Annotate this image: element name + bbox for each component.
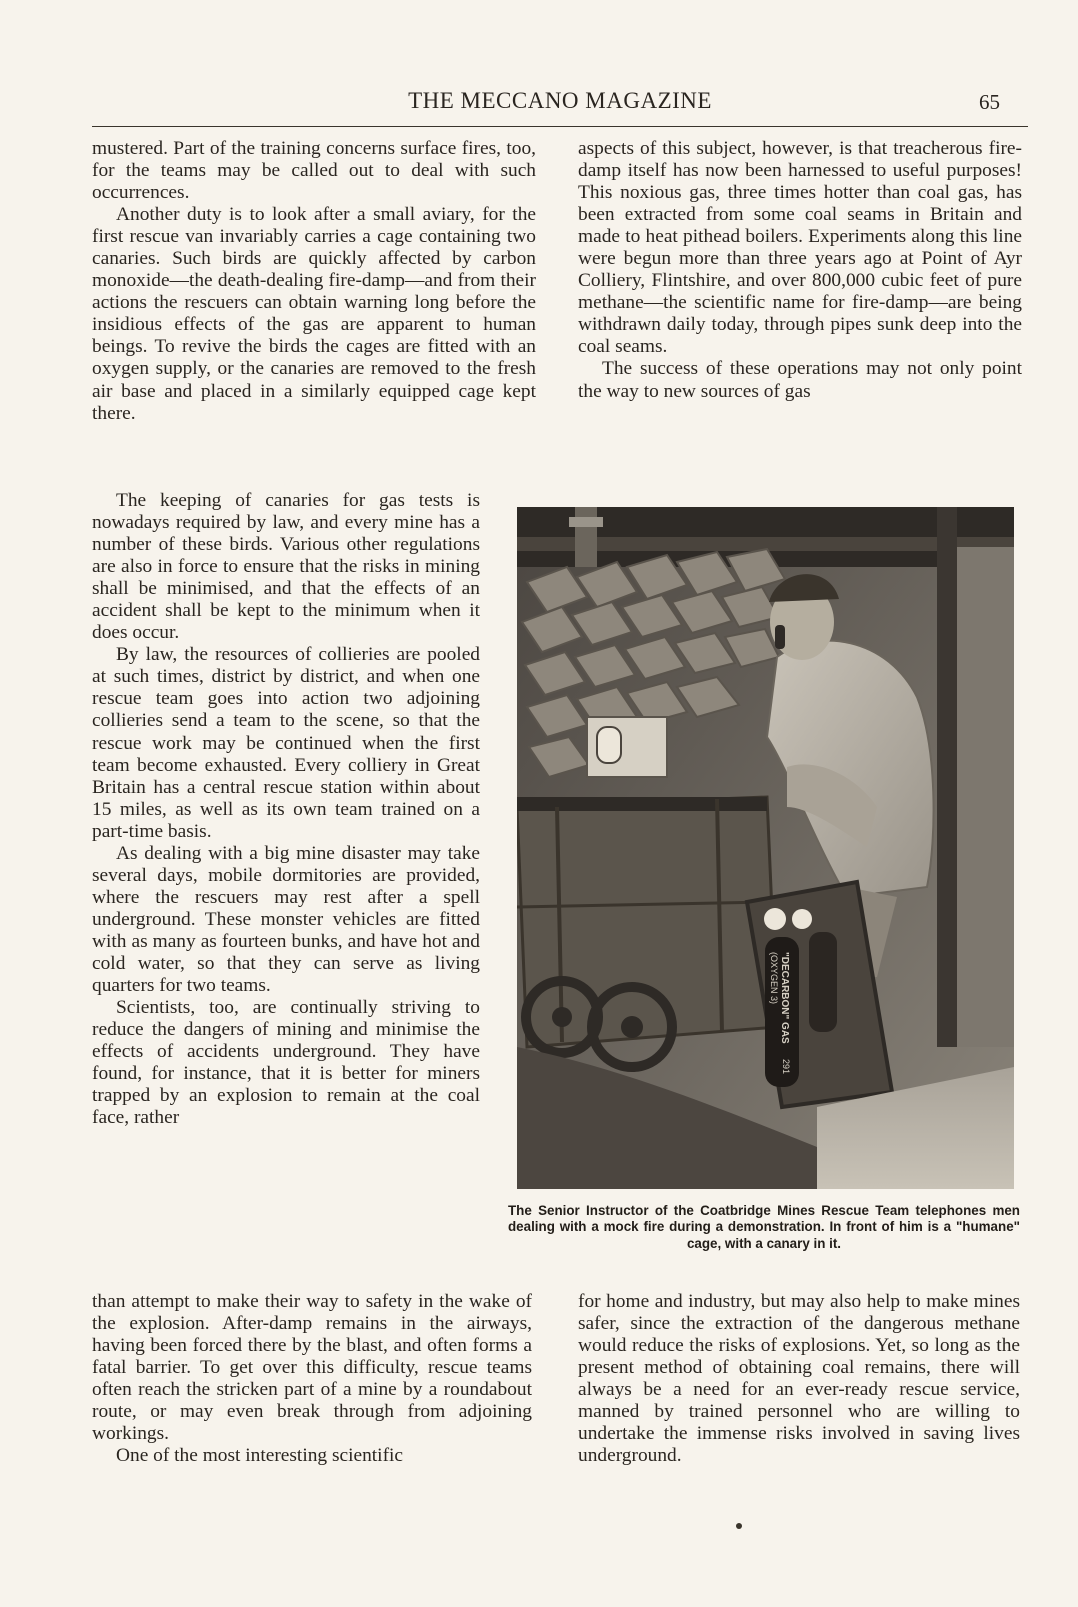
paragraph: for home and industry, but may also help to make mines safer, since the extraction of the dangerous methane would reduce the risks of explosions. Yet, so long as the present method of obtaining coal remains, there will always be a need for an ever-ready rescue service, manned by trained personnel who are willing to undertake the immense risks involved in saving lives underground. [578, 1291, 1020, 1467]
paragraph: The success of these operations may not only point the way to new sources of gas [578, 358, 1022, 402]
right-column-bottom [578, 1291, 1020, 1467]
paragraph: than attempt to make their way to safety in the wake of the explosion. After-damp remains in the airways, having been forced there by the blast, and often forms a fatal barrier. To get over this difficulty, rescue teams often reach the stricken part of a mine by a roundabout route, or may even break through from adjoining workings. [92, 1291, 532, 1445]
cylinder-sublabel: (OXYGEN 3) [769, 952, 779, 1005]
paragraph: Scientists, too, are continually striving to reduce the dangers of mining and minimise the effects of accidents underground. They have found, for instance, that it is better for miners trapped by an explosion to remain at the coal face, rather [92, 997, 480, 1129]
paragraph: aspects of this subject, however, is that treacherous fire-damp itself has now been harnessed to useful purposes! This noxious gas, three times hotter than coal gas, has been extracted from some coal seams in Britain and made to heat pithead boilers. Experiments along this line were begun more than three years ago at Point of Ayr Colliery, Flintshire, and over 800,000 cubic feet of pure methane—the scientific name for fire-damp—are being withdrawn daily today, through pipes sunk deep into the coal seams. [578, 138, 1022, 358]
left-column-middle [92, 490, 480, 1129]
paragraph: One of the most interesting scientific [116, 1445, 404, 1467]
paragraph: By law, the resources of collieries are pooled at such times, district by district, and when one rescue team goes into action two adjoining collieries send a team to the scene, so that the rescue work may be continued when the first team become exhausted. Every colliery in Great Britain has a central rescue station within about 15 miles, as well as its own team trained on a part-time basis. [92, 644, 480, 842]
right-column-top [578, 138, 1022, 403]
photo-caption: The Senior Instructor of the Coatbridge Mines Rescue Team telephones men dealing with a mock fire during a demonstration. In front of him is a "humane" cage, with a canary in it. [508, 1203, 1020, 1251]
mine-tub [517, 797, 777, 1067]
left-column-top [92, 138, 536, 425]
page-header [92, 86, 1028, 127]
cylinder-label: "DECARBON" GAS [779, 952, 790, 1044]
end-mark-dot [736, 1523, 742, 1529]
paragraph: mustered. Part of the training concerns surface fires, too, for the teams may be called out to deal with such occurrences. [92, 138, 536, 204]
cylinder-number: 291 [781, 1059, 791, 1075]
left-column-bottom [92, 1291, 532, 1467]
page-number: 65 [979, 90, 1000, 114]
paragraph: As dealing with a big mine disaster may take several days, mobile dormitories are provided, where the rescuers may rest after a spell underground. These monster vehicles are fitted with as many as fourteen bunks, and have hot and cold water, so that they can serve as living quarters for two teams. [92, 842, 480, 997]
magazine-title: THE MECCANO MAGAZINE [408, 88, 712, 113]
paragraph: Another duty is to look after a small aviary, for the first rescue van invariably carries a cage containing two canaries. Such birds are quickly affected by carbon monoxide—the death-dealing fire-damp—and from their actions the rescuers can obtain warning long before the insidious effects of the gas are apparent to human beings. To revive the birds the cages are fitted with an oxygen supply, or the canaries are removed to the fresh air base and placed in a similarly equipped cage kept there. [92, 204, 536, 424]
rescue-team-photo [517, 507, 1014, 1189]
paragraph: The keeping of canaries for gas tests is nowadays required by law, and every mine has a number of these birds. Various other regulations are also in force to ensure that the risks in mining shall be minimised, and that the effects of an accident shall be kept to the minimum when it does occur. [92, 490, 480, 644]
